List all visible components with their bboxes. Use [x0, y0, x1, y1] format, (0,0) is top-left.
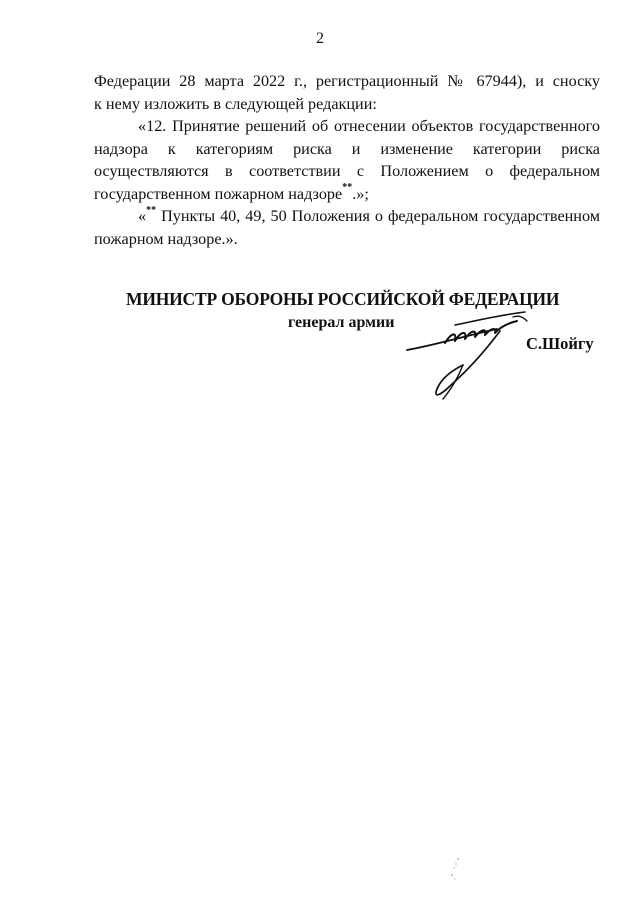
text-fragment: Пункты 40, 49, 50 Положения о федеральном государственном: [156, 207, 600, 225]
scan-noise-icon: [446, 855, 476, 885]
paragraph-footnote: [94, 205, 600, 250]
text-line: «12. Принятие решений об отнесении объектов государственного: [138, 117, 600, 135]
signatory-title: МИНИСТР ОБОРОНЫ РОССИЙСКОЙ ФЕДЕРАЦИИ: [126, 289, 560, 309]
page-number: 2: [316, 30, 324, 47]
document-body: [94, 70, 600, 250]
text-line: надзора к категориям риска и изменение категории риска: [94, 139, 600, 158]
text-fragment: .»;: [352, 184, 369, 203]
footnote-marker: **: [146, 204, 157, 216]
quote-mark: «: [138, 207, 147, 225]
text-line: Федерации 28 марта 2022 г., регистрационный № 67944), и сноску: [94, 72, 600, 90]
handwritten-signature-icon: [405, 303, 535, 405]
footnote-marker: **: [342, 182, 353, 194]
text-line: к нему изложить в следующей редакции:: [94, 94, 377, 113]
signatory-name: С.Шойгу: [526, 334, 594, 353]
paragraph-amendment-intro: [94, 70, 600, 115]
text-line: [94, 205, 600, 228]
signature-block: [0, 289, 640, 409]
signatory-rank: генерал армии: [288, 314, 395, 331]
text-line: [94, 183, 600, 206]
text-line: пожарном надзоре.».: [94, 229, 238, 248]
text-fragment: государственном пожарном надзоре: [94, 184, 343, 203]
text-line: осуществляются в соответствии с Положением о федеральном: [94, 162, 600, 180]
paragraph-item-12: [94, 115, 600, 205]
